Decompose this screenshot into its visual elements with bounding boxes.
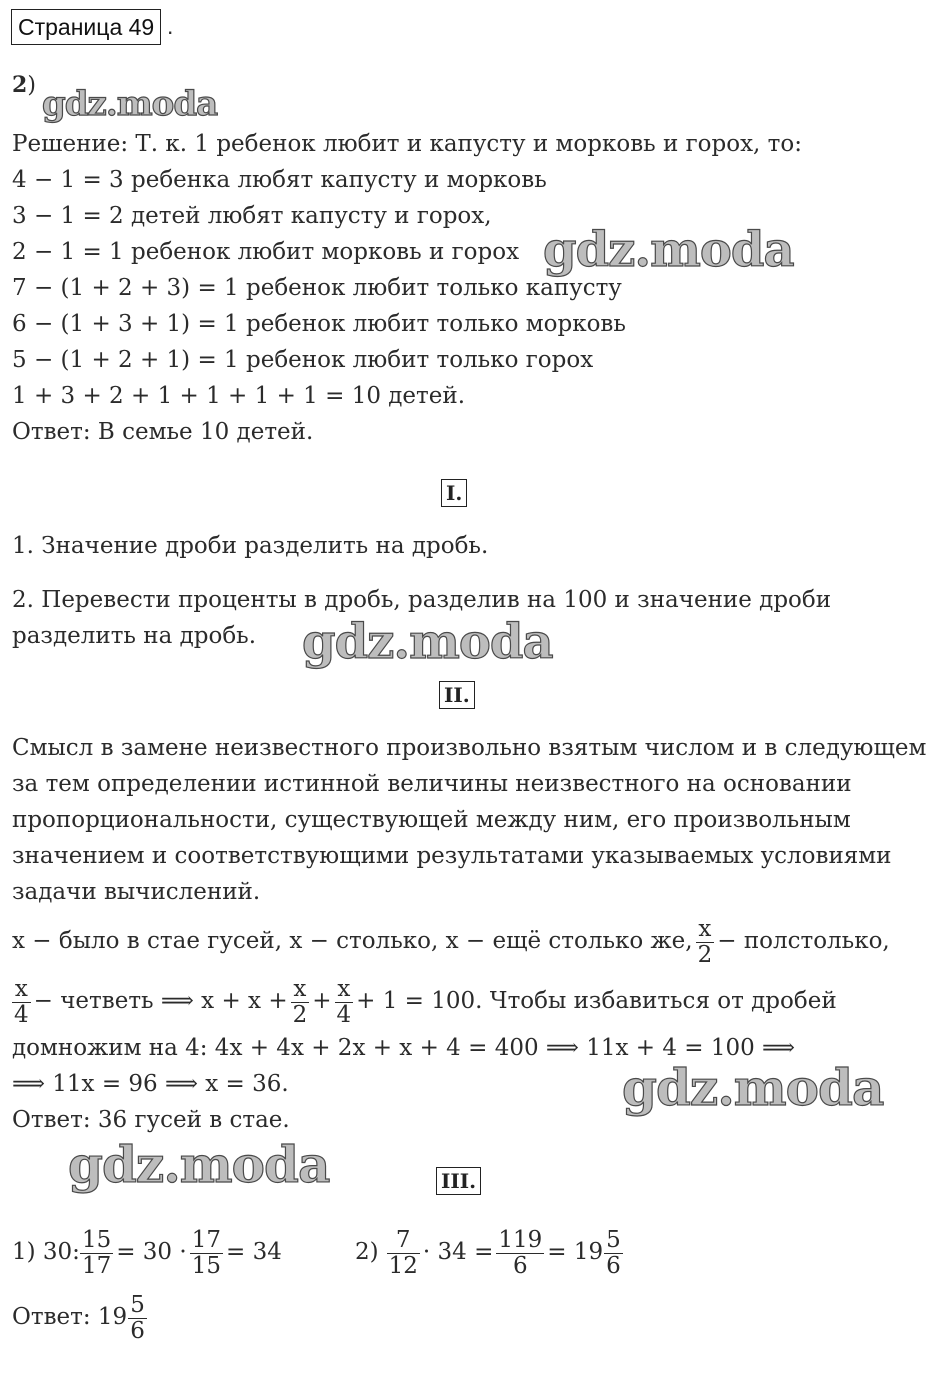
task-number: 2) bbox=[12, 72, 36, 98]
section2-paragraph-line: значением и соответствующими результатами указываемых условиями bbox=[12, 843, 892, 869]
solution-line: 2 − 1 = 1 ребенок любит морковь и горох bbox=[12, 239, 520, 265]
solution-line: 3 − 1 = 2 детей любят капусту и горох, bbox=[12, 203, 492, 229]
solution-line: 7 − (1 + 2 + 3) = 1 ребенок любит только капусту bbox=[12, 275, 622, 301]
watermark-logo: gdz.moda bbox=[68, 1135, 330, 1194]
task-answer: Ответ: В семье 10 детей. bbox=[12, 419, 314, 445]
section2-paragraph-line: задачи вычислений. bbox=[12, 879, 261, 905]
section2-answer: Ответ: 36 гусей в стае. bbox=[12, 1107, 290, 1133]
section2-paragraph-line: пропорциональности, существующей между ним, его произвольным bbox=[12, 807, 851, 833]
section2-paragraph-line: Смысл в замене неизвестного произвольно взятым числом и в следующем bbox=[12, 735, 927, 761]
equation-line-4: ⟹ 11x = 96 ⟹ x = 36. bbox=[12, 1071, 289, 1097]
watermark-logo: gdz.moda bbox=[302, 614, 553, 670]
watermark-logo: gdz.moda bbox=[622, 1058, 884, 1117]
section3-answer: Ответ: 19 $\frac{5}{6}$ bbox=[12, 1292, 145, 1344]
section1-item-1: 1. Значение дроби разделить на дробь. bbox=[12, 533, 489, 559]
problem-1: 1) 30: $\frac{15}{17}$ = 30 · $\frac{17}{15}$ = 34 bbox=[12, 1227, 282, 1279]
fraction-x-over-4: $\frac{x}{4}$ bbox=[14, 976, 29, 1028]
section-title-1: I. bbox=[441, 479, 467, 507]
solution-line: 6 − (1 + 3 + 1) = 1 ребенок любит только морковь bbox=[12, 311, 626, 337]
section-title-3: III. bbox=[436, 1167, 481, 1195]
problem-2: 2) $\frac{7}{12}$ · 34 = $\frac{119}{6}$ = 19 $\frac{5}{6}$ bbox=[355, 1227, 621, 1279]
equation-line-1: x − было в стае гусей, x − столько, x − ещё столько же, $\frac{x}{2}$ − полстолько, bbox=[12, 916, 890, 968]
solution-line: 1 + 3 + 2 + 1 + 1 + 1 + 1 = 10 детей. bbox=[12, 383, 466, 409]
fraction-x-over-4: $\frac{x}{4}$ bbox=[336, 976, 352, 1028]
page-label-dot: . bbox=[167, 13, 174, 39]
section1-item-2-line-2: разделить на дробь. bbox=[12, 623, 257, 649]
section-title-2: II. bbox=[439, 681, 475, 709]
solution-line: 4 − 1 = 3 ребенка любят капусту и морковь bbox=[12, 167, 547, 193]
watermark-logo: gdz.moda bbox=[42, 84, 218, 124]
equation-line-3: домножим на 4: 4x + 4x + 2x + x + 4 = 400 ⟹ 11x + 4 = 100 ⟹ bbox=[12, 1035, 796, 1061]
equation-line-2: $\frac{x}{4}$ − четветь ⟹ x + x + $\frac{x}{2}$ + $\frac{x}{4}$ + 1 = 100. Чтобы избавиться от дробей bbox=[14, 976, 837, 1028]
page-label: Страница 49 bbox=[11, 9, 161, 45]
section2-paragraph-line: за тем определении истинной величины неизвестного на основании bbox=[12, 771, 852, 797]
fraction-x-over-2: $\frac{x}{2}$ bbox=[292, 976, 308, 1028]
solution-line: 5 − (1 + 2 + 1) = 1 ребенок любит только горох bbox=[12, 347, 594, 373]
section1-item-2-line-1: 2. Перевести проценты в дробь, разделив на 100 и значение дроби bbox=[12, 587, 832, 613]
fraction-x-over-2: $\frac{x}{2}$ bbox=[697, 916, 713, 968]
watermark-logo: gdz.moda bbox=[543, 222, 794, 278]
solution-intro: Решение: Т. к. 1 ребенок любит и капусту и морковь и горох, то: bbox=[12, 131, 802, 157]
